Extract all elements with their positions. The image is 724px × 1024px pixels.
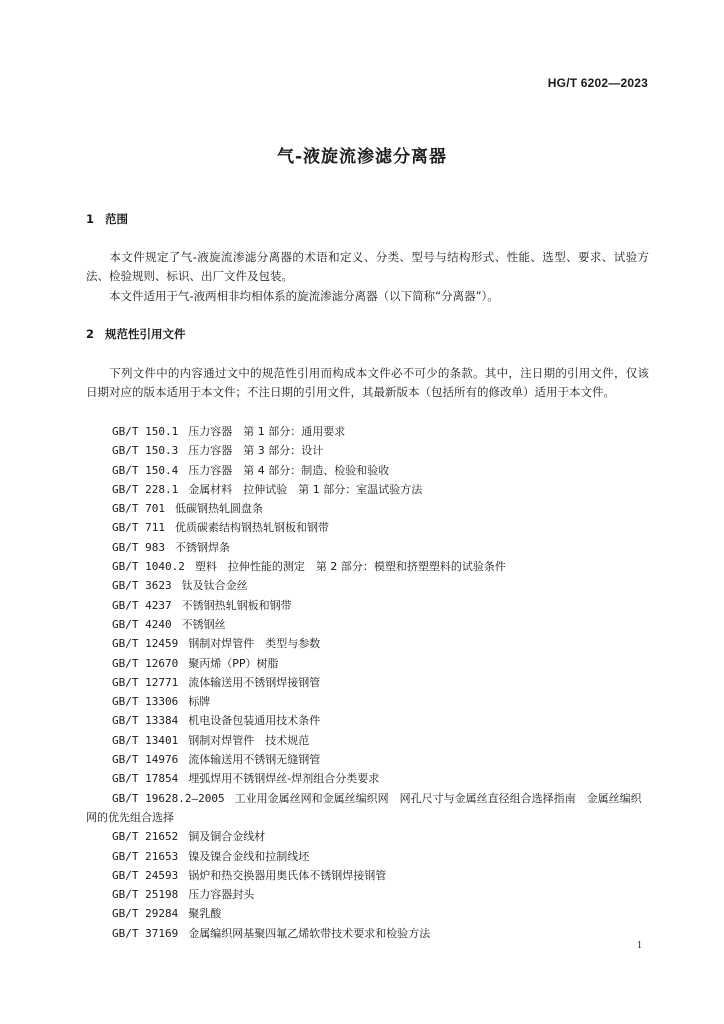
reference-title: 锅炉和热交换器用奥氏体不锈钢焊接钢管: [188, 868, 387, 882]
reference-item: [86, 847, 649, 866]
reference-item: [86, 615, 649, 634]
reference-item: [86, 731, 649, 750]
reference-item: [86, 480, 649, 499]
reference-item: [86, 904, 649, 923]
reference-item: [86, 499, 649, 518]
reference-title: 低碳钢热轧圆盘条: [174, 502, 263, 516]
reference-item: [86, 750, 649, 769]
reference-title: 工业用金属丝网和金属丝编织网 网孔尺寸与金属丝直径组合选择指南 金属丝编织网的优先组合选择: [86, 791, 642, 824]
reference-item: [86, 461, 649, 480]
reference-item: [86, 866, 649, 885]
reference-code: GB/T 12459: [112, 637, 179, 651]
reference-item: [86, 827, 649, 846]
section-1-paragraph-1: [86, 248, 649, 286]
section-title: 规范性引用文件: [105, 327, 186, 341]
reference-item: [86, 769, 649, 788]
section-1-heading: [86, 211, 128, 227]
reference-code: GB/T 701: [112, 502, 165, 516]
reference-title: 塑料 拉伸性能的测定 第 2 部分：模塑和挤塑塑料的试验条件: [194, 560, 506, 574]
reference-title: 压力容器封头: [188, 888, 255, 902]
reference-title: 标牌: [188, 695, 211, 709]
section-2-paragraph-1: [86, 364, 649, 402]
reference-title: 镍及镍合金线和拉制线坯: [188, 849, 310, 863]
reference-item: [86, 634, 649, 653]
reference-title: 流体输送用不锈钢焊接钢管: [188, 675, 321, 689]
reference-title: 钢制对焊管件 类型与参数: [188, 637, 321, 651]
reference-item: [86, 422, 649, 441]
reference-title: 流体输送用不锈钢无缝钢管: [188, 753, 321, 767]
reference-code: GB/T 25198: [112, 888, 179, 902]
reference-title: 不锈钢热轧钢板和钢带: [181, 598, 292, 612]
section-1-paragraph-2: [86, 287, 649, 306]
section-title: 范围: [105, 212, 128, 226]
standard-code: HG/T 6202—2023: [547, 76, 648, 90]
reference-item: [86, 518, 649, 537]
reference-code: GB/T 228.1: [112, 482, 179, 496]
reference-item: [86, 673, 649, 692]
document-title: 气-液旋流渗滤分离器: [276, 147, 448, 167]
reference-code: GB/T 983: [112, 540, 165, 554]
reference-code: GB/T 150.4: [112, 463, 179, 477]
reference-code: GB/T 150.1: [112, 425, 179, 438]
reference-code: GB/T 17854: [112, 772, 179, 786]
reference-code: GB/T 3623: [112, 579, 172, 593]
reference-code: GB/T 711: [112, 521, 165, 535]
reference-code: GB/T 4237: [112, 598, 172, 612]
reference-title: 压力容器 第 4 部分：制造、检验和验收: [188, 463, 390, 477]
reference-code: GB/T 21652: [112, 830, 179, 844]
reference-code: GB/T 13384: [112, 714, 179, 728]
reference-item: [86, 557, 649, 576]
reference-code: GB/T 19628.2—2005: [112, 791, 225, 805]
reference-title: 机电设备包装通用技术条件: [188, 714, 321, 728]
reference-title: 金属编织网基聚四氟乙烯软带技术要求和检验方法: [188, 926, 431, 940]
reference-title: 钛及钛合金丝: [181, 579, 248, 593]
reference-item: [86, 441, 649, 460]
reference-title: 压力容器 第 1 部分：通用要求: [188, 425, 346, 438]
reference-code: GB/T 21653: [112, 849, 179, 863]
reference-item: [86, 692, 649, 711]
reference-title: 聚丙烯（PP）树脂: [188, 656, 279, 670]
reference-code: GB/T 37169: [112, 926, 179, 940]
normative-reference-list: [86, 422, 649, 943]
reference-item: [86, 596, 649, 615]
reference-code: GB/T 14976: [112, 753, 179, 767]
reference-code: GB/T 12771: [112, 675, 179, 689]
paragraph-text: 本文件规定了气-液旋流渗滤分离器的术语和定义、分类、型号与结构形式、性能、选型、要求、试验方法、检验规则、标识、出厂文件及包装。: [86, 250, 649, 283]
reference-item: [86, 789, 649, 828]
paragraph-text: 本文件适用于气-液两相非均相体系的旋流渗滤分离器（以下简称“分离器”）。: [109, 289, 499, 303]
reference-title: 不锈钢焊条: [174, 540, 230, 554]
reference-code: GB/T 29284: [112, 907, 179, 921]
reference-item: [86, 576, 649, 595]
reference-code: GB/T 13306: [112, 695, 179, 709]
reference-code: GB/T 24593: [112, 868, 179, 882]
reference-item: [86, 538, 649, 557]
reference-code: GB/T 4240: [112, 617, 172, 631]
reference-item: [86, 885, 649, 904]
section-number: 1: [86, 212, 95, 226]
reference-title: 埋弧焊用不锈钢焊丝-焊剂组合分类要求: [188, 772, 380, 786]
section-number: 2: [86, 327, 95, 341]
reference-code: GB/T 12670: [112, 656, 179, 670]
reference-title: 不锈钢丝: [181, 617, 226, 631]
reference-code: GB/T 13401: [112, 733, 179, 747]
reference-title: 优质碳素结构钢热轧钢板和钢带: [174, 521, 329, 535]
reference-title: 聚乳酸: [188, 907, 222, 921]
page-number: 1: [637, 940, 642, 951]
reference-title: 压力容器 第 3 部分：设计: [188, 444, 324, 458]
paragraph-text: 下列文件中的内容通过文中的规范性引用而构成本文件必不可少的条款。其中，注日期的引用文件，仅该日期对应的版本适用于本文件；不注日期的引用文件，其最新版本（包括所有的修改单）适用于本文件。: [86, 366, 649, 399]
reference-item: [86, 654, 649, 673]
reference-title: 钢制对焊管件 技术规范: [188, 733, 310, 747]
reference-item: [86, 924, 649, 943]
reference-item: [86, 711, 649, 730]
reference-code: GB/T 1040.2: [112, 560, 185, 574]
reference-code: GB/T 150.3: [112, 444, 179, 458]
reference-title: 铜及铜合金线材: [188, 830, 266, 844]
reference-title: 金属材料 拉伸试验 第 1 部分：室温试验方法: [188, 482, 423, 496]
section-2-heading: [86, 326, 186, 342]
